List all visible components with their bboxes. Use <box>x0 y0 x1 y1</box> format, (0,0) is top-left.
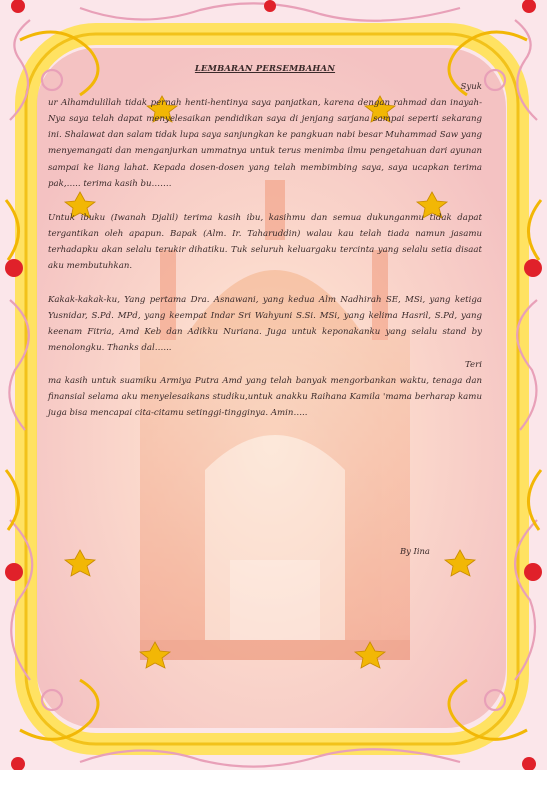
paragraph-siblings: Kakak-kakak-ku, Yang pertama Dra. Asnawani, yang kedua Alm Nadhirah SE, MSi, yang ketiga Yusnidar, S.Pd. MPd, yang keempat Indar Sri Wahyuni S.Si. MSi, yang kelima Hasril, S.Pd, yang keenam Fitria, Amd Keb dan Adikku Nuriana. Juga untuk keponakanku yang selalu stand by menolongku. Thanks dal…... <box>48 295 482 354</box>
closing-word: Teri <box>464 359 482 370</box>
opening-word: Syuk <box>460 82 482 93</box>
page-bottom-margin <box>0 770 547 811</box>
page-title: LEMBARAN PERSEMBAHAN <box>194 63 336 73</box>
paragraph-spacer <box>48 274 482 292</box>
dedication-text-block <box>48 60 482 421</box>
paragraph-spacer <box>48 192 482 210</box>
paragraph-husband: ma kasih untuk suamiku Armiya Putra Amd yang telah banyak mengorbankan waktu, tenaga dan finansial selama aku menyelesaikans studiku,untuk anakku Raihana Kamila 'mama berharap kamu juga bisa mencapai cita-citamu setinggi-tingginya. Amin….. <box>48 375 482 418</box>
paragraph-gratitude: ur Alhamdulillah tidak pernah henti-hentinya saya panjatkan, karena dengan rahmad dan inayah-Nya saya telah dapat menyelesaikan pendidikan saya di jenjang sarjana sampai seperti sekarang ini. Shalawat dan salam tidak lupa saya sanjungkan ke pangkuan nabi besar Muhammad Saw yang menyemangati dan menganjurkan ummatnya untuk terus menimba ilmu pengetahuan dari ayunan sampai ke liang lahat. Kepada dosen-dosen yang telah membimbing saya, saya ucapkan terima pak,….. terima kasih bu……. <box>48 98 482 189</box>
signature: By Iina <box>400 546 430 556</box>
paragraph-parents: Untuk ibuku (Iwanah Djalil) terima kasih ibu, kasihmu dan semua dukunganmu tidak dapat tergantikan oleh apapun. Bapak (Alm. Ir. Taharuddin) walau kau telah tiada namun jasamu terhadapku akan selalu terukir dihatiku. Tuk seluruh keluargaku tercinta yang selalu setia disaat aku membutuhkan. <box>48 212 482 272</box>
